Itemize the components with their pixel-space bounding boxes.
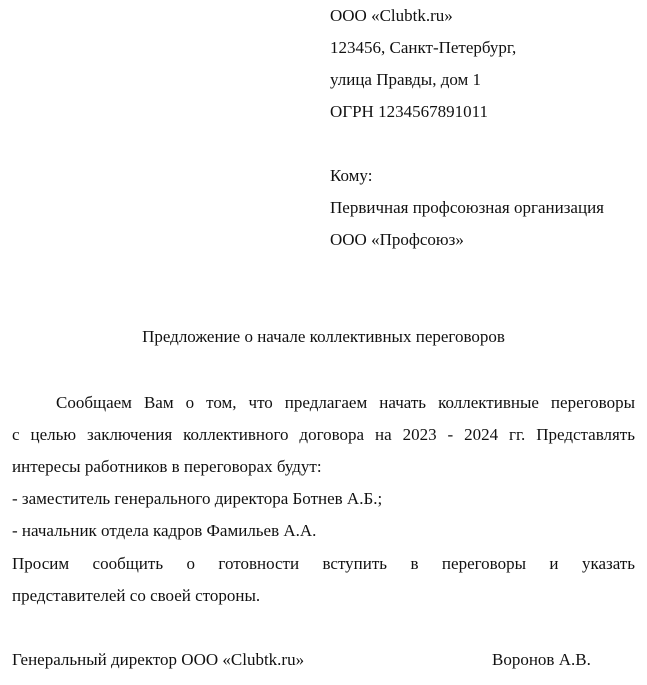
recipient-to-label: Кому: [330,166,373,185]
document-title: Предложение о начале коллективных переговоров [142,327,505,346]
sender-address-line1: 123456, Санкт-Петербург, [330,38,517,57]
request-line2: представителей со своей стороны. [12,586,261,605]
list-item: - начальник отдела кадров Фамильев А.А. [12,521,317,540]
paragraph-line3: интересы работников в переговорах будут: [12,457,322,476]
sender-ogrn: ОГРН 1234567891011 [330,102,488,121]
recipient-org-line2: ООО «Профсоюз» [330,230,464,249]
sender-address-line2: улица Правды, дом 1 [330,70,482,89]
recipient-org-line1: Первичная профсоюзная организация [330,198,604,217]
signature-position: Генеральный директор ООО «Clubtk.ru» [12,650,305,669]
signature-name: Воронов А.В. [492,650,591,669]
list-item: - заместитель генерального директора Ботнев А.Б.; [12,489,383,508]
request-line1: Просим сообщить о готовности вступить в переговоры и указать [12,554,635,573]
paragraph-line2: с целью заключения коллективного договора на 2023 - 2024 гг. Представлять [12,425,635,444]
paragraph-line1: Сообщаем Вам о том, что предлагаем начать коллективные переговоры [56,393,635,412]
sender-company: ООО «Clubtk.ru» [330,6,453,25]
